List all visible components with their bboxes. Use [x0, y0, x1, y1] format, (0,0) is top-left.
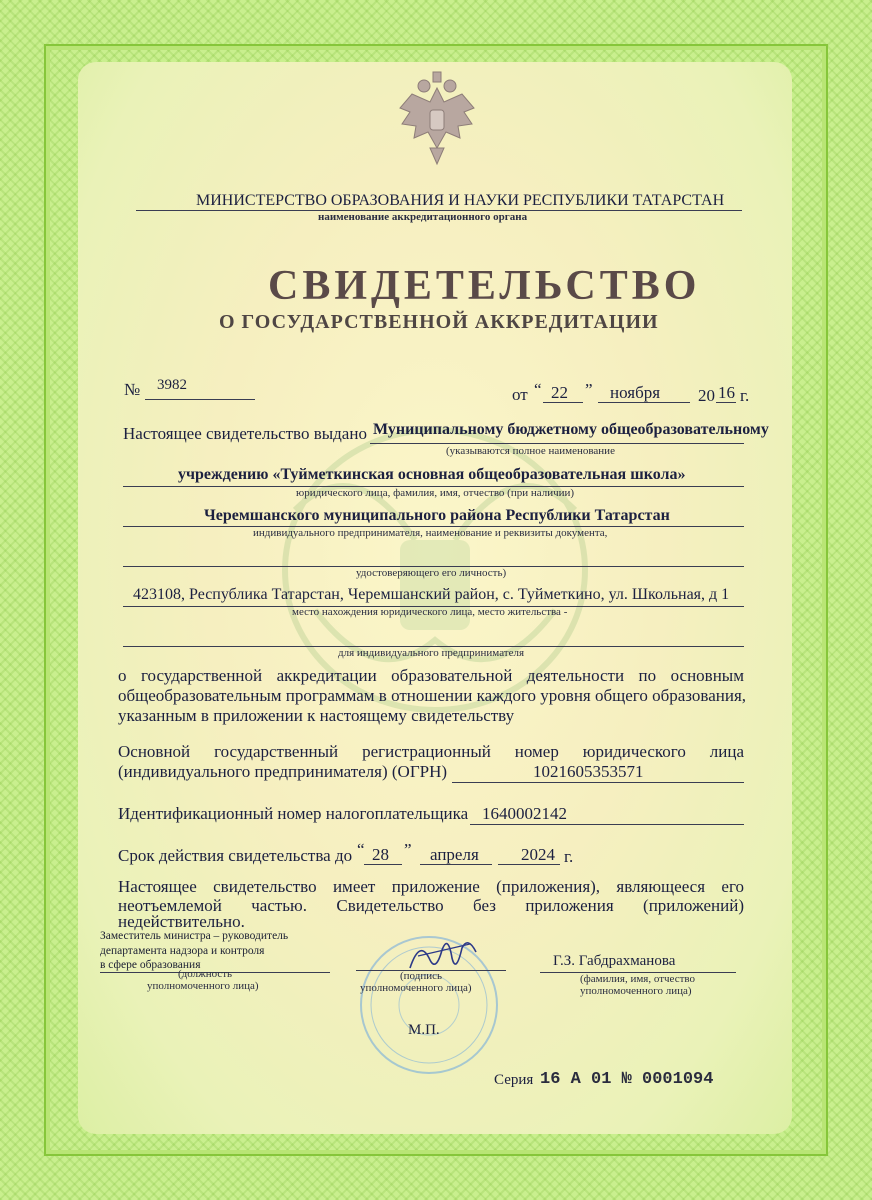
validity-quote-close: ”	[404, 840, 412, 859]
date-quote-open: “	[534, 380, 542, 399]
ministry-name: МИНИСТЕРСТВО ОБРАЗОВАНИЯ И НАУКИ РЕСПУБЛИКИ ТАТАРСТАН	[196, 192, 725, 209]
accreditation-text-line2: общеобразовательным программам в отношении каждого уровня общего образования,	[118, 686, 747, 705]
caption-signature2: уполномоченного лица)	[360, 982, 472, 994]
date-quote-close: ”	[585, 380, 593, 399]
month-underline	[598, 402, 690, 403]
validity-quote-open: “	[357, 840, 365, 859]
caption-name1: (фамилия, имя, отчество	[580, 973, 696, 985]
issue-month: ноября	[610, 383, 661, 402]
caption-location: место нахождения юридического лица, место жительства -	[292, 606, 568, 618]
issue-year-prefix: 20	[698, 386, 715, 405]
appendix-text-line3: недействительно.	[118, 912, 245, 931]
issued-to-label: Настоящее свидетельство выдано	[123, 424, 367, 443]
validity-month: апреля	[430, 845, 479, 864]
inn-label: Идентификационный номер налогоплательщика	[118, 804, 469, 823]
accreditation-text-line1: о государственной аккредитации образовательной деятельности по основным	[118, 666, 744, 685]
validity-year-g: г.	[564, 847, 574, 866]
document-subtitle: О ГОСУДАРСТВЕННОЙ АККРЕДИТАЦИИ	[219, 311, 659, 333]
document-title: СВИДЕТЕЛЬСТВО	[268, 263, 701, 309]
ogrn-label-line2: (индивидуального предпринимателя) (ОГРН)	[118, 762, 448, 781]
coat-of-arms-icon	[392, 68, 482, 168]
caption-for-entrepreneur: для индивидуального предпринимателя	[338, 647, 525, 659]
validity-day: 28	[372, 845, 389, 864]
organization-address: 423108, Республика Татарстан, Черемшанский район, с. Туйметкино, ул. Школьная, д 1	[133, 586, 730, 603]
signer-position-line2: департамента надзора и контроля	[100, 945, 265, 957]
caption-entrepreneur: индивидуального предпринимателя, наименование и реквизиты документа,	[253, 527, 608, 539]
issue-day: 22	[551, 383, 568, 402]
ogrn-underline	[452, 782, 744, 783]
validity-day-underline	[364, 864, 402, 865]
validity-label: Срок действия свидетельства до	[118, 846, 353, 865]
signer-position-line3: в сфере образования	[100, 959, 201, 971]
caption-name2: уполномоченного лица)	[580, 985, 692, 997]
signer-name: Г.З. Габдрахманова	[553, 953, 676, 969]
caption-legal-entity: юридического лица, фамилия, имя, отчество (при наличии)	[296, 487, 575, 499]
caption-identity: удостоверяющего его личность)	[356, 567, 507, 579]
org-line1-underline	[370, 443, 744, 444]
caption-signature1: (подпись	[400, 970, 443, 982]
series-number: 16 А 01 № 0001094	[540, 1070, 714, 1089]
seal-place-label: М.П.	[408, 1022, 440, 1038]
organization-name-line3: Черемшанского муниципального района Республики Татарстан	[204, 507, 670, 524]
ministry-caption: наименование аккредитационного органа	[318, 211, 528, 223]
signer-position-line1: Заместитель министра – руководитель	[100, 930, 289, 942]
accreditation-text-line3: указанным в приложении к настоящему свидетельству	[118, 706, 515, 725]
inn-value: 1640002142	[482, 804, 567, 823]
certificate-number: 3982	[157, 377, 187, 393]
date-from-label: от	[512, 385, 528, 404]
day-underline	[543, 402, 583, 403]
validity-year: 2024	[521, 845, 555, 864]
organization-name-line1: Муниципальному бюджетному общеобразовательному	[373, 421, 769, 438]
series-label: Серия	[494, 1072, 534, 1088]
number-label: №	[124, 380, 141, 399]
number-underline	[145, 399, 255, 400]
validity-year-underline	[498, 864, 560, 865]
year-underline	[716, 402, 736, 403]
issue-year-suffix: 16	[718, 383, 735, 402]
issue-year-g: г.	[740, 386, 750, 405]
inn-underline	[470, 824, 744, 825]
caption-position2: уполномоченного лица)	[147, 980, 259, 992]
appendix-text-line2: неотъемлемой частью. Свидетельство без приложения (приложений)	[118, 896, 744, 915]
ogrn-value: 1021605353571	[533, 762, 644, 781]
validity-month-underline	[420, 864, 492, 865]
organization-name-line2: учреждению «Туйметкинская основная общеобразовательная школа»	[178, 466, 686, 483]
caption-full-name: (указываются полное наименование	[446, 445, 615, 457]
appendix-text-line1: Настоящее свидетельство имеет приложение (приложения), являющееся его	[118, 877, 744, 896]
caption-position1: (должность	[178, 968, 233, 980]
ogrn-label-line1: Основной государственный регистрационный номер юридического лица	[118, 742, 744, 761]
